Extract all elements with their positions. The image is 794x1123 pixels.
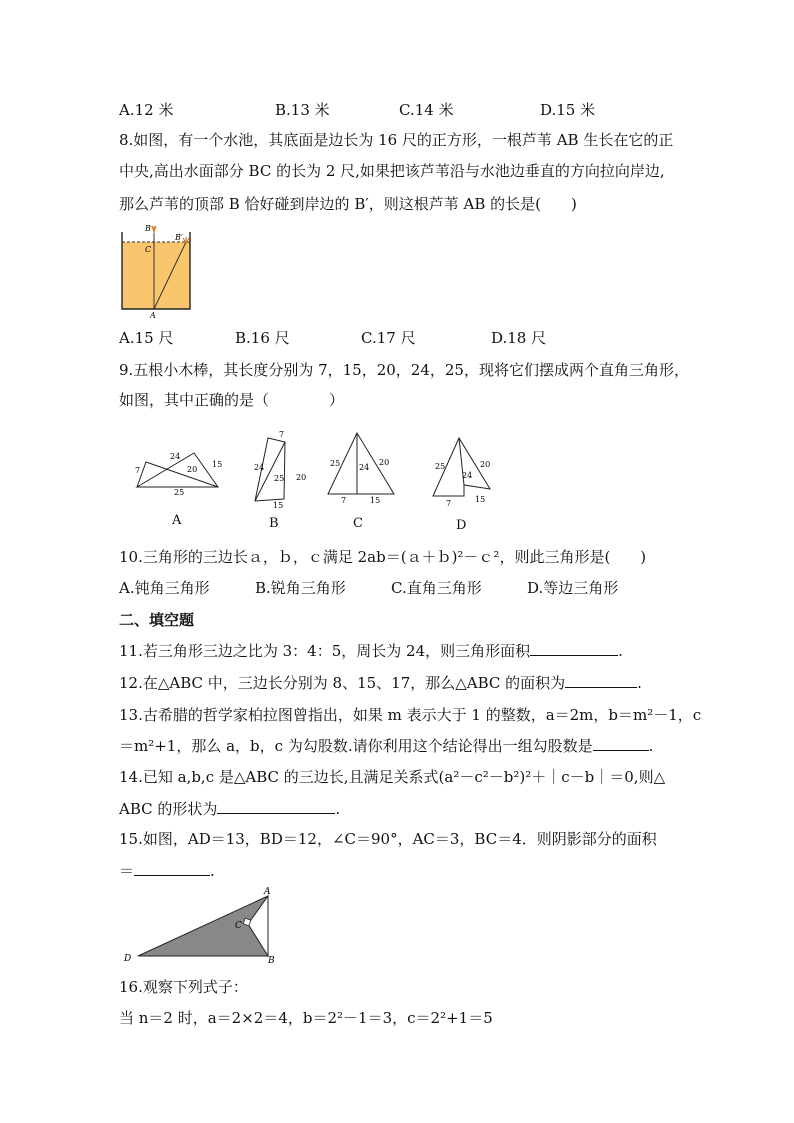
q15-line-2: ＝ (119, 862, 135, 880)
fig-a-label-15: 15 (212, 460, 223, 469)
label-b: B (145, 224, 151, 233)
shaded-triangle-figure (120, 884, 284, 966)
q15-period: . (210, 862, 215, 880)
label-d-point: D (124, 954, 132, 964)
label-b-prime: B′ (175, 233, 183, 242)
q7-option-d: D.15 米 (540, 101, 596, 119)
q9-line-1: 9.五根小木棒，其长度分别为 7，15，20，24，25，现将它们摆成两个直角三角形， (119, 361, 689, 379)
q11-answer-blank (530, 641, 618, 656)
q11-text: 11.若三角形三边之比为 3：4：5，周长为 24，则三角形面积 (119, 642, 531, 660)
q13-line-1: 13.古希腊的哲学家柏拉图曾指出，如果 m 表示大于 1 的整数，a＝2m，b＝m²－1，c (119, 706, 702, 724)
q11-line (119, 641, 623, 661)
label-a: A (150, 311, 156, 320)
q16-line-2: 当 n＝2 时，a＝2×2＝4，b＝2²－1＝3，c＝2²+1＝5 (119, 1009, 493, 1027)
q14-line-2-wrap (119, 799, 340, 819)
fig-a-caption: A (172, 513, 182, 528)
q14-answer-blank (217, 799, 335, 814)
reed-tip-b-icon (152, 226, 156, 232)
fig-a-label-20: 20 (187, 465, 198, 474)
fig-c-label-24: 24 (359, 463, 370, 472)
q8-option-c: C.17 尺 (361, 329, 416, 347)
fig-b-label-15: 15 (273, 501, 284, 510)
q8-option-b: B.16 尺 (235, 329, 290, 347)
q8-line-3: 那么芦苇的顶部 B 恰好碰到岸边的 B′，则这根芦苇 AB 的长是( ) (119, 195, 577, 213)
fig-b-label-7: 7 (279, 430, 285, 439)
q10-line-1: 10.三角形的三边长ａ，ｂ，ｃ满足 2ab＝(ａ＋ｂ)²－ｃ²，则此三角形是( ) (119, 548, 647, 566)
triangle-figure-a (132, 440, 224, 496)
q8-line-1: 8.如图，有一个水池，其底面是边长为 16 尺的正方形，一根芦苇 AB 生长在它的正 (119, 131, 674, 149)
q14-period: . (335, 800, 341, 818)
q13-answer-blank (593, 736, 649, 751)
fig-d-label-24: 24 (462, 471, 473, 480)
triangle-figure-c (324, 428, 398, 508)
q15-line-2-wrap (119, 861, 215, 881)
fig-b-label-24: 24 (254, 463, 265, 472)
fig-a-label-24: 24 (170, 452, 181, 461)
fig-c-caption: C (353, 516, 363, 531)
label-c: C (145, 245, 152, 254)
label-b-point: B (268, 956, 275, 966)
q10-option-b: B.锐角三角形 (255, 579, 346, 597)
q8-option-d: D.18 尺 (491, 329, 547, 347)
q7-option-a: A.12 米 (119, 101, 174, 119)
q12-answer-blank (565, 673, 637, 688)
label-a-point: A (264, 887, 271, 897)
q11-period: . (618, 642, 623, 660)
q12-line (119, 673, 642, 693)
q7-option-b: B.13 米 (275, 101, 330, 119)
q13-line-2-wrap (119, 736, 653, 756)
q9-line-2: 如图，其中正确的是（ ） (119, 391, 345, 409)
q10-option-c: C.直角三角形 (391, 579, 482, 597)
fig-d-label-20: 20 (480, 460, 491, 469)
fig-c-label-7: 7 (341, 496, 347, 505)
q8-line-2: 中央,高出水面部分 BC 的长为 2 尺,如果把该芦苇沿与水池边垂直的方向拉向岸边, (119, 162, 665, 180)
pool-water (122, 242, 190, 309)
fig-c-label-25: 25 (330, 459, 341, 468)
fig-d-caption: D (456, 518, 467, 533)
pool-reed-figure (112, 222, 196, 320)
q10-option-d: D.等边三角形 (527, 579, 619, 597)
triangle-figure-b (248, 428, 307, 512)
fig-a-label-25: 25 (174, 488, 185, 497)
q10-option-a: A.钝角三角形 (119, 579, 210, 597)
q12-text: 12.在△ABC 中，三边长分别为 8、15、17，那么△ABC 的面积为 (119, 674, 566, 692)
fig-b-label-25: 25 (274, 474, 285, 483)
q12-period: . (637, 674, 642, 692)
fig-c-label-15: 15 (370, 496, 381, 505)
q16-line-1: 16.观察下列式子： (119, 978, 248, 996)
q14-line-1: 14.已知 a,b,c 是△ABC 的三边长,且满足关系式(a²－c²－b²)²＋｜c－b｜＝0,则△ (119, 768, 666, 786)
q13-line-2: ＝m²+1，那么 a，b，c 为勾股数.请你利用这个结论得出一组勾股数是 (119, 737, 593, 755)
q14-line-2: ABC 的形状为 (119, 800, 218, 818)
fig-d-label-15: 15 (475, 495, 486, 504)
triangle-figure-d (428, 432, 498, 510)
fig-b-label-20: 20 (296, 473, 307, 482)
fig-d-label-7: 7 (446, 499, 452, 508)
q13-period: . (648, 737, 654, 755)
q8-option-a: A.15 尺 (119, 329, 174, 347)
q7-option-c: C.14 米 (399, 101, 454, 119)
fig-d-label-25: 25 (435, 462, 446, 471)
label-c-point: C (235, 921, 242, 931)
section-heading-fill-in: 二、填空题 (119, 611, 195, 629)
fig-a-label-7: 7 (135, 466, 141, 475)
fig-c-label-20: 20 (379, 458, 390, 467)
q15-line-1: 15.如图，AD＝13，BD＝12，∠C＝90°，AC＝3，BC＝4．则阴影部分的面积 (119, 830, 657, 848)
fig-b-caption: B (269, 516, 279, 531)
q15-answer-blank (134, 861, 210, 876)
